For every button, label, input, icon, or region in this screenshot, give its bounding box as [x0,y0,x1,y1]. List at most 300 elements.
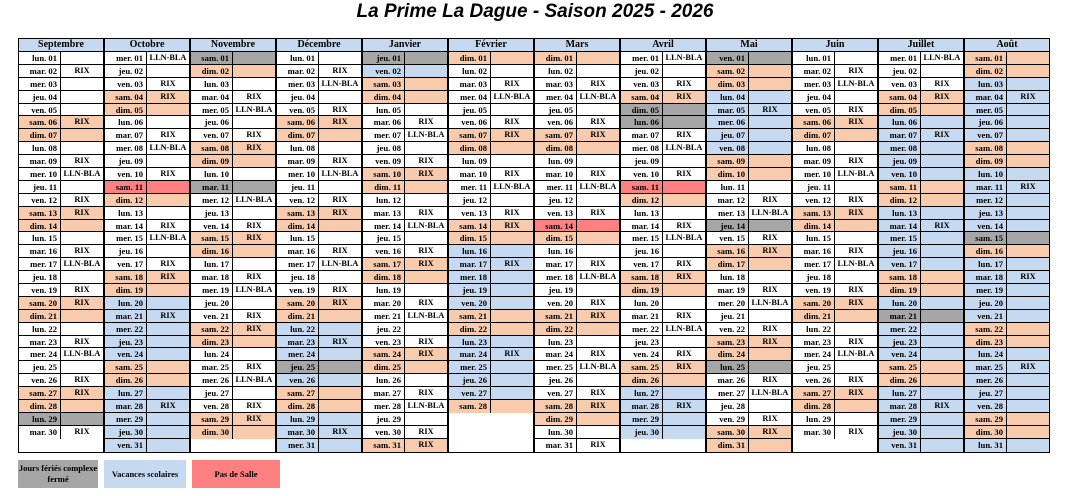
day-date: mar. 14 [621,220,663,232]
day-date: mar. 03 [449,78,491,90]
day-date: jeu. 13 [965,207,1007,219]
day-row [535,155,619,168]
day-note [921,194,963,206]
day-date: dim. 12 [879,194,921,206]
day-date: lun. 15 [793,232,835,244]
month-header: Février [449,39,533,52]
day-note: RIX [848,336,864,346]
day-row [449,232,533,245]
day-note: RIX [676,91,692,101]
day-date: sam. 28 [535,400,577,412]
day-row [793,348,877,361]
day-date: mar. 02 [19,65,61,77]
day-note: LLN-BLA [751,388,789,398]
day-date: mar. 10 [449,168,491,180]
day-note: LLN-BLA [579,272,617,282]
day-date: jeu. 23 [621,336,663,348]
day-row [191,387,275,400]
day-note: RIX [762,194,778,204]
day-row [707,78,791,91]
day-date: jeu. 15 [363,232,405,244]
day-note [405,52,447,64]
day-note: LLN-BLA [149,53,187,62]
day-note [147,194,189,206]
day-row [621,52,705,65]
day-row [535,374,619,387]
day-date: mar. 07 [879,129,921,141]
day-note: LLN-BLA [149,143,187,153]
day-date: ven. 24 [621,348,663,360]
day-note [319,387,361,399]
day-note: RIX [418,426,434,436]
day-note: RIX [418,439,434,449]
month-header: Octobre [105,39,189,52]
day-row [793,78,877,91]
day-date: jeu. 14 [707,220,749,232]
day-note: RIX [332,117,348,127]
day-note: LLN-BLA [321,169,359,179]
day-date: sam. 07 [449,129,491,141]
day-row [449,297,533,310]
day-row [449,374,533,387]
day-note [577,245,619,257]
day-row [879,400,963,413]
day-date: mar. 18 [965,271,1007,283]
day-date: mar. 11 [965,181,1007,193]
day-row [105,361,189,374]
day-row [621,413,705,426]
day-row [449,245,533,258]
day-note: LLN-BLA [579,91,617,101]
day-date: mar. 20 [363,297,405,309]
day-row [535,194,619,207]
day-row [191,78,275,91]
day-row [879,129,963,142]
day-date: ven. 17 [621,258,663,270]
day-row [707,361,791,374]
day-note: RIX [160,259,176,269]
day-date: ven. 07 [965,129,1007,141]
day-row [535,336,619,349]
day-date: mar. 17 [449,258,491,270]
day-note: RIX [418,297,434,307]
day-date: ven. 24 [105,348,147,360]
day-note: RIX [676,401,692,411]
day-date: sam. 08 [965,142,1007,154]
day-note [577,374,619,386]
day-date: mar. 02 [277,65,319,77]
day-note: RIX [590,297,606,307]
day-date: sam. 27 [793,387,835,399]
day-row [363,284,447,297]
day-date: ven. 19 [277,284,319,296]
day-row [879,323,963,336]
day-date: lun. 22 [19,323,61,335]
day-date: mar. 10 [535,168,577,180]
day-date: lun. 30 [535,426,577,438]
day-row [793,232,877,245]
month-column [534,38,620,453]
day-row [449,168,533,181]
month-column [878,38,964,453]
day-note [921,348,963,360]
day-date: mar. 28 [879,400,921,412]
day-date: lun. 19 [363,284,405,296]
day-date: mer. 10 [19,168,61,180]
day-row [879,52,963,65]
day-date: mer. 27 [707,387,749,399]
day-date: jeu. 04 [277,91,319,103]
day-date: dim. 22 [535,323,577,335]
day-row [449,323,533,336]
day-date: lun. 20 [105,297,147,309]
day-date: lun. 13 [879,207,921,219]
day-note [1007,426,1049,438]
day-note [1007,194,1049,206]
day-note [577,194,619,206]
day-row [191,207,275,220]
day-date: mer. 14 [363,220,405,232]
day-row [191,91,275,104]
day-row [105,129,189,142]
day-date: ven. 12 [277,194,319,206]
day-row [191,232,275,245]
day-row [105,220,189,233]
day-note [921,413,963,425]
day-row [449,271,533,284]
day-note [835,323,877,335]
day-note: RIX [332,336,348,346]
day-date: sam. 20 [277,297,319,309]
day-date: lun. 10 [191,168,233,180]
day-date: mer. 21 [363,310,405,322]
day-row [449,194,533,207]
day-note: RIX [74,156,90,166]
day-note: RIX [762,413,778,423]
day-note [1007,104,1049,116]
day-date: sam. 21 [449,310,491,322]
month-header: Décembre [277,39,361,52]
day-row [621,65,705,78]
day-note: RIX [848,104,864,114]
day-row [535,78,619,91]
day-note [749,258,791,270]
day-note: RIX [246,323,262,333]
day-date: mer. 03 [277,78,319,90]
day-date: jeu. 18 [277,271,319,283]
day-note [61,232,103,244]
day-row [707,181,791,194]
day-date: mer. 08 [105,142,147,154]
day-note: LLN-BLA [63,349,101,359]
day-row [277,284,361,297]
day-date: mer. 29 [879,413,921,425]
day-date: ven. 13 [449,207,491,219]
day-row [19,387,103,400]
day-date: sam. 06 [793,116,835,128]
day-date: ven. 17 [879,258,921,270]
month-column [18,38,104,453]
day-row [449,91,533,104]
day-row [19,310,103,323]
day-row [105,258,189,271]
day-date: ven. 01 [707,52,749,64]
day-row [621,400,705,413]
day-row [965,400,1049,413]
day-row [19,155,103,168]
day-date: lun. 13 [621,207,663,219]
day-row [449,361,533,374]
day-date: jeu. 08 [363,142,405,154]
day-date: sam. 13 [19,207,61,219]
day-note: RIX [332,65,348,75]
day-note [233,116,275,128]
month-column [276,38,362,453]
day-row [19,323,103,336]
day-row [363,400,447,413]
day-date: lun. 26 [363,374,405,386]
day-row [793,271,877,284]
day-row [965,181,1049,194]
day-note: RIX [74,336,90,346]
day-note [61,52,103,64]
day-note [491,387,533,399]
day-date: sam. 29 [965,413,1007,425]
day-note [405,323,447,335]
day-note [921,387,963,399]
day-row [793,426,877,439]
day-note [405,181,447,193]
day-row [793,361,877,374]
day-date: mar. 16 [19,245,61,257]
day-date: jeu. 09 [105,155,147,167]
day-row [105,232,189,245]
day-row [621,181,705,194]
day-note [1007,129,1049,141]
day-row [707,374,791,387]
day-note: RIX [848,285,864,295]
day-note [577,284,619,296]
day-note: RIX [246,130,262,140]
day-note [921,155,963,167]
day-date: mer. 01 [621,52,663,64]
day-note: RIX [246,233,262,243]
day-row [965,387,1049,400]
day-date: jeu. 06 [965,116,1007,128]
day-row [19,284,103,297]
day-note: LLN-BLA [837,349,875,359]
day-date: ven. 29 [707,413,749,425]
day-row [191,284,275,297]
day-note [405,284,447,296]
day-note [663,297,705,309]
day-note [1007,336,1049,348]
day-date: ven. 14 [191,220,233,232]
day-row [535,52,619,65]
day-note [749,65,791,77]
day-date: mar. 23 [793,336,835,348]
day-row [363,361,447,374]
day-row [793,413,877,426]
day-date: mar. 21 [105,310,147,322]
day-row [793,258,877,271]
day-row [277,361,361,374]
day-date: sam. 15 [191,232,233,244]
day-note [663,65,705,77]
day-row [277,413,361,426]
day-note [663,245,705,257]
day-date: lun. 27 [621,387,663,399]
day-date: sam. 17 [363,258,405,270]
day-row [191,155,275,168]
day-note [749,129,791,141]
day-row [19,65,103,78]
day-date: dim. 21 [277,310,319,322]
day-date: mer. 11 [535,181,577,193]
day-note [405,413,447,425]
day-date: dim. 19 [105,284,147,296]
day-note [1007,374,1049,386]
day-row [793,297,877,310]
day-note [749,400,791,412]
day-row [793,400,877,413]
day-note [491,155,533,167]
day-note [749,155,791,167]
day-row [363,142,447,155]
day-date: mer. 07 [363,129,405,141]
day-date: dim. 19 [879,284,921,296]
day-date: sam. 21 [535,310,577,322]
day-row [191,52,275,65]
day-row [449,52,533,65]
day-row [363,336,447,349]
day-note [577,155,619,167]
day-date: mer. 31 [277,439,319,452]
day-date: dim. 08 [535,142,577,154]
day-note [921,65,963,77]
day-date: jeu. 09 [879,155,921,167]
month-column [190,38,276,453]
day-row [19,271,103,284]
day-row [277,194,361,207]
day-note [233,336,275,348]
day-row [965,220,1049,233]
day-note: RIX [1020,181,1036,191]
day-note: RIX [934,78,950,88]
day-row [707,155,791,168]
day-date: sam. 23 [707,336,749,348]
day-date: mer. 24 [277,348,319,360]
day-row [277,220,361,233]
day-date: dim. 26 [621,374,663,386]
day-note: RIX [590,169,606,179]
day-row [191,323,275,336]
day-note: RIX [676,272,692,282]
day-date: ven. 07 [191,129,233,141]
day-row [19,52,103,65]
day-date: lun. 08 [277,142,319,154]
day-date: mer. 05 [965,104,1007,116]
day-row [105,271,189,284]
day-note [147,207,189,219]
day-row [965,232,1049,245]
day-row [105,387,189,400]
day-note: LLN-BLA [63,169,101,179]
day-row [793,374,877,387]
day-note [921,245,963,257]
day-note [61,91,103,103]
day-date: sam. 06 [277,116,319,128]
day-row [793,207,877,220]
day-row [191,361,275,374]
day-row [449,258,533,271]
day-date: mar. 23 [19,336,61,348]
day-note [1007,78,1049,90]
month-column [964,38,1050,453]
day-row [105,297,189,310]
day-note [921,284,963,296]
page-title: La Prime La Dague - Saison 2025 - 2026 [356,1,714,22]
day-note [405,374,447,386]
day-note: RIX [590,117,606,127]
day-note [491,310,533,322]
day-row [879,258,963,271]
month-column [362,38,448,453]
day-note: RIX [418,336,434,346]
day-row [965,271,1049,284]
day-note [405,65,447,77]
day-date: lun. 11 [707,181,749,193]
day-date: jeu. 22 [363,323,405,335]
day-note [835,181,877,193]
day-note: RIX [590,78,606,88]
day-row [707,116,791,129]
day-note [319,374,361,386]
day-row [363,310,447,323]
day-note [921,168,963,180]
day-row [965,374,1049,387]
day-row [363,439,447,452]
day-row [105,374,189,387]
day-note: RIX [74,117,90,127]
day-row [449,348,533,361]
day-row [19,142,103,155]
day-row [277,245,361,258]
day-date: jeu. 25 [19,361,61,373]
day-note [749,91,791,103]
day-date: mar. 26 [707,374,749,386]
day-row [707,271,791,284]
day-note [319,142,361,154]
day-date: dim. 26 [879,374,921,386]
day-note: RIX [504,259,520,269]
day-date: ven. 15 [707,232,749,244]
day-date: jeu. 16 [621,245,663,257]
day-date: jeu. 25 [793,361,835,373]
day-row [277,207,361,220]
day-date: ven. 21 [965,310,1007,322]
day-note: RIX [848,194,864,204]
day-note [319,232,361,244]
day-date: sam. 14 [535,220,577,232]
day-date: dim. 01 [449,52,491,64]
day-row [105,245,189,258]
day-note [61,129,103,141]
day-row [449,78,533,91]
day-row [965,426,1049,439]
day-note [1007,52,1049,64]
day-note: RIX [676,259,692,269]
